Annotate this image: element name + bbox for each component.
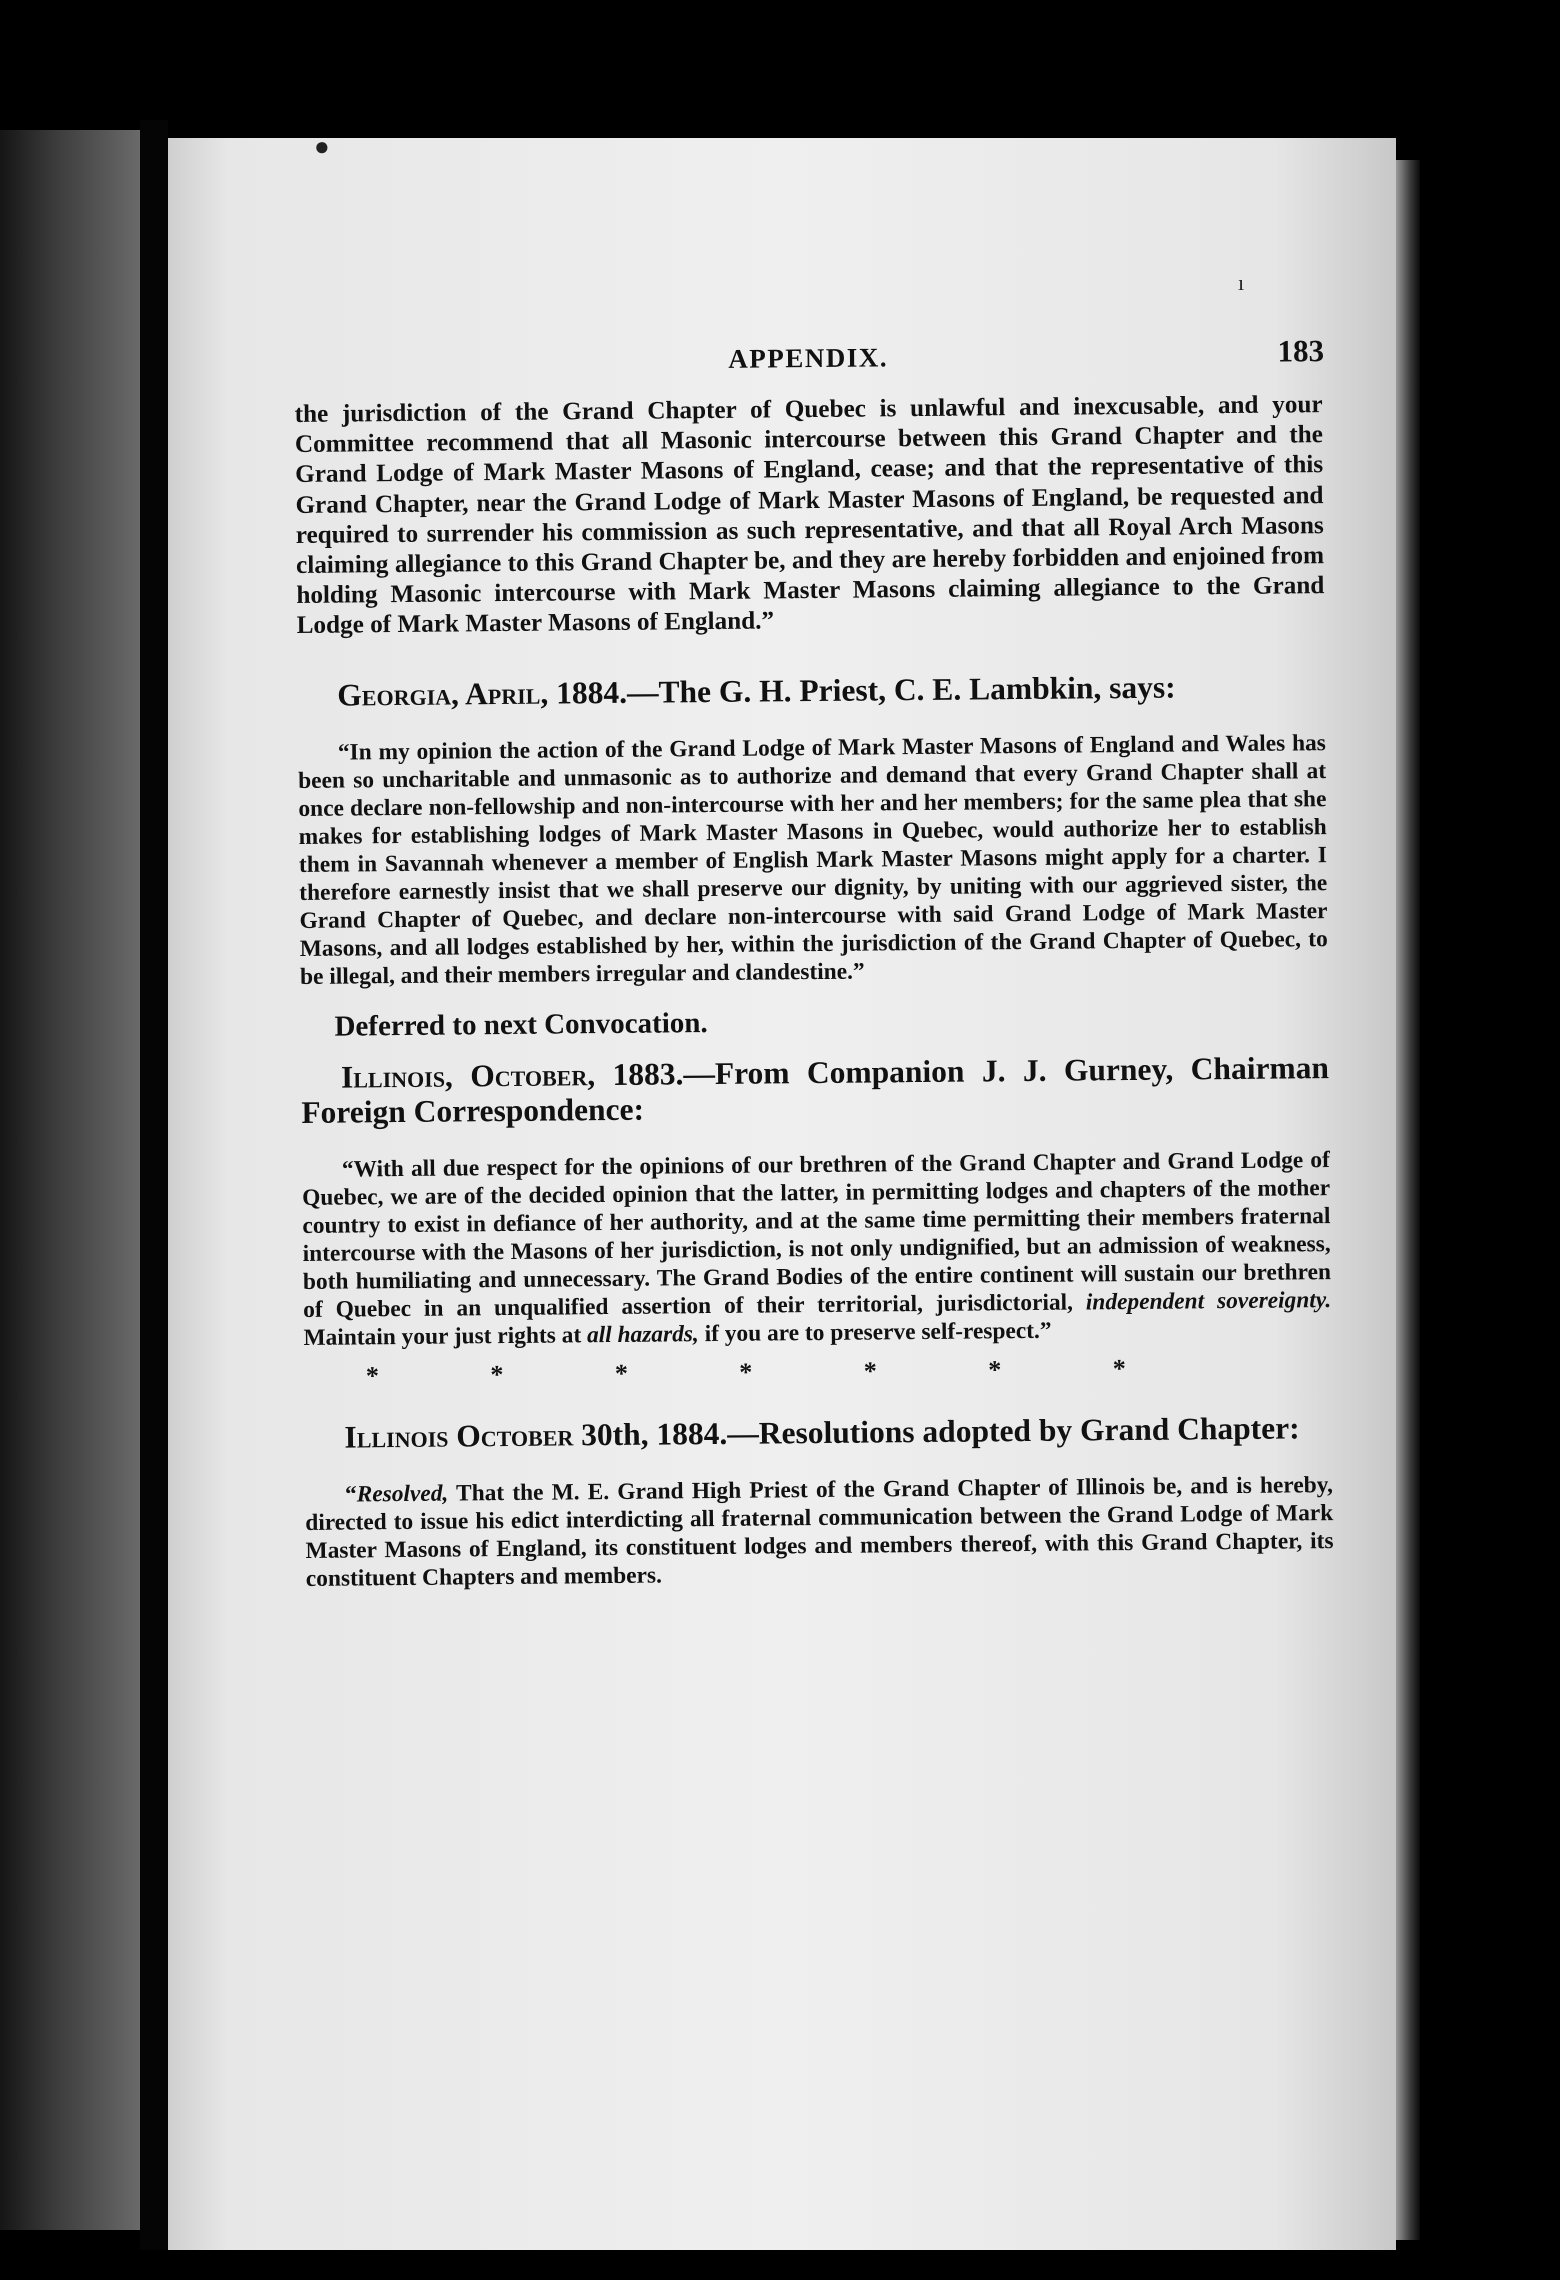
star: * [490, 1359, 504, 1389]
star: * [988, 1354, 1002, 1385]
deferred-note: Deferred to next Convocation. [334, 1006, 708, 1043]
quote-text: Maintain your just rights at [303, 1321, 588, 1351]
illinois-1884-heading-rest: 30th, 1884.—Resolutions adopted by Grand Chapter: [573, 1410, 1300, 1453]
illinois-1883-heading [301, 1050, 1330, 1130]
star: * [863, 1356, 877, 1386]
star: * [1112, 1353, 1126, 1383]
illinois-1884-resolution [305, 1471, 1334, 1593]
quote-emphasis: all hazards, [586, 1320, 699, 1348]
star: * [739, 1357, 753, 1387]
ink-dot: ● [314, 132, 330, 161]
continued-paragraph: the jurisdiction of the Grand Chapter of Quebec is unlawful and inexcusable, and your Committee recommend that all Masonic intercourse between this Grand Chapter and the Grand Lodge of Mark Master Masons of England, cease; and that the representative of this Grand Chapter, near the Grand Lodge of Mark Master Masons of England, be requested and required to surrender his commission as such representative, and that all Royal Arch Masons claiming allegiance to this Grand Chapter be, and they are hereby forbidden and enjoined from holding Masonic intercourse with Mark Master Masons claiming allegiance to the Grand Lodge of Mark Master Masons of England.” [294, 391, 1325, 640]
quote-mark: “ [344, 1481, 357, 1508]
facing-page-edge [0, 130, 140, 2230]
quote-emphasis: Resolved, [356, 1480, 449, 1508]
georgia-quote: “In my opinion the action of the Grand Lodge of Mark Master Masons of England and Wales has been so uncharitable and unmasonic as to authorize and demand that every Grand Chapter shall at once declare non-fellowship and non-intercourse with her and her members; for the same plea that she makes for establishing lodges of Mark Master Masons in Quebec, would authorize her to establish them in Savannah whenever a member of English Mark Master Masons might apply for a charter. I therefore earnestly insist that we shall preserve our dignity, by uniting with our aggrieved sister, the Grand Chapter of Quebec, and declare non-intercourse with said Grand Lodge of Mark Master Masons, and all lodges established by her, within the jurisdiction of the Grand Chapter of Quebec, to be illegal, and their members irregular and clandestine.” [298, 729, 1328, 990]
section-break-stars [366, 1354, 1126, 1391]
page-right-edge [1396, 160, 1420, 2240]
ink-speck: ı [1238, 270, 1245, 295]
quote-text: “With all due respect for the opinions of our brethren of the Grand Chapter and Grand Lodge of Quebec, we are of the decided opinion that the latter, in permitting lodges and chapters of the mother country to exist in defiance of her authority, and at the same time permitting their members fraternal intercourse with the Masons of her jurisdiction, is not only undignified, but an admission of weakness, both humiliating and unnecessary. The Grand Bodies of the entire continent will sustain our brethren of Quebec in an unqualified assertion of their territorial, jurisdictorial, [302, 1146, 1332, 1323]
running-head: APPENDIX. [728, 342, 889, 374]
illinois-1883-place: Illinois, October, [340, 1056, 596, 1095]
book-gutter [140, 120, 168, 2250]
illinois-1883-heading-rest: 1883.—From Companion J. J. Gurney, Chairman Foreign Correspondence: [301, 1049, 1330, 1130]
georgia-place: Georgia, April, [337, 675, 549, 713]
quote-emphasis: independent sovereignty. [1085, 1286, 1332, 1316]
book-page [168, 132, 1396, 2250]
star: * [365, 1360, 380, 1390]
georgia-heading-rest: 1884.—The G. H. Priest, C. E. Lambkin, says: [548, 669, 1176, 711]
illinois-1884-place: Illinois October [344, 1417, 574, 1455]
quote-text: That the M. E. Grand High Priest of the Grand Chapter of Illinois be, and is hereby, directed to issue his edict interdicting all fraternal communication between the Grand Lodge of Mark Master Masons of England, its constituent lodges and members thereof, with this Grand Chapter, its constituent Chapters and members. [305, 1471, 1334, 1592]
georgia-heading [297, 668, 1325, 713]
page-number: 183 [1277, 333, 1325, 369]
illinois-1883-quote [302, 1146, 1332, 1352]
illinois-1884-heading [304, 1410, 1332, 1455]
page-header [294, 333, 1325, 400]
star: * [614, 1358, 628, 1388]
quote-text: if you are to preserve self-respect.” [698, 1317, 1052, 1347]
page-content [294, 333, 1334, 1593]
